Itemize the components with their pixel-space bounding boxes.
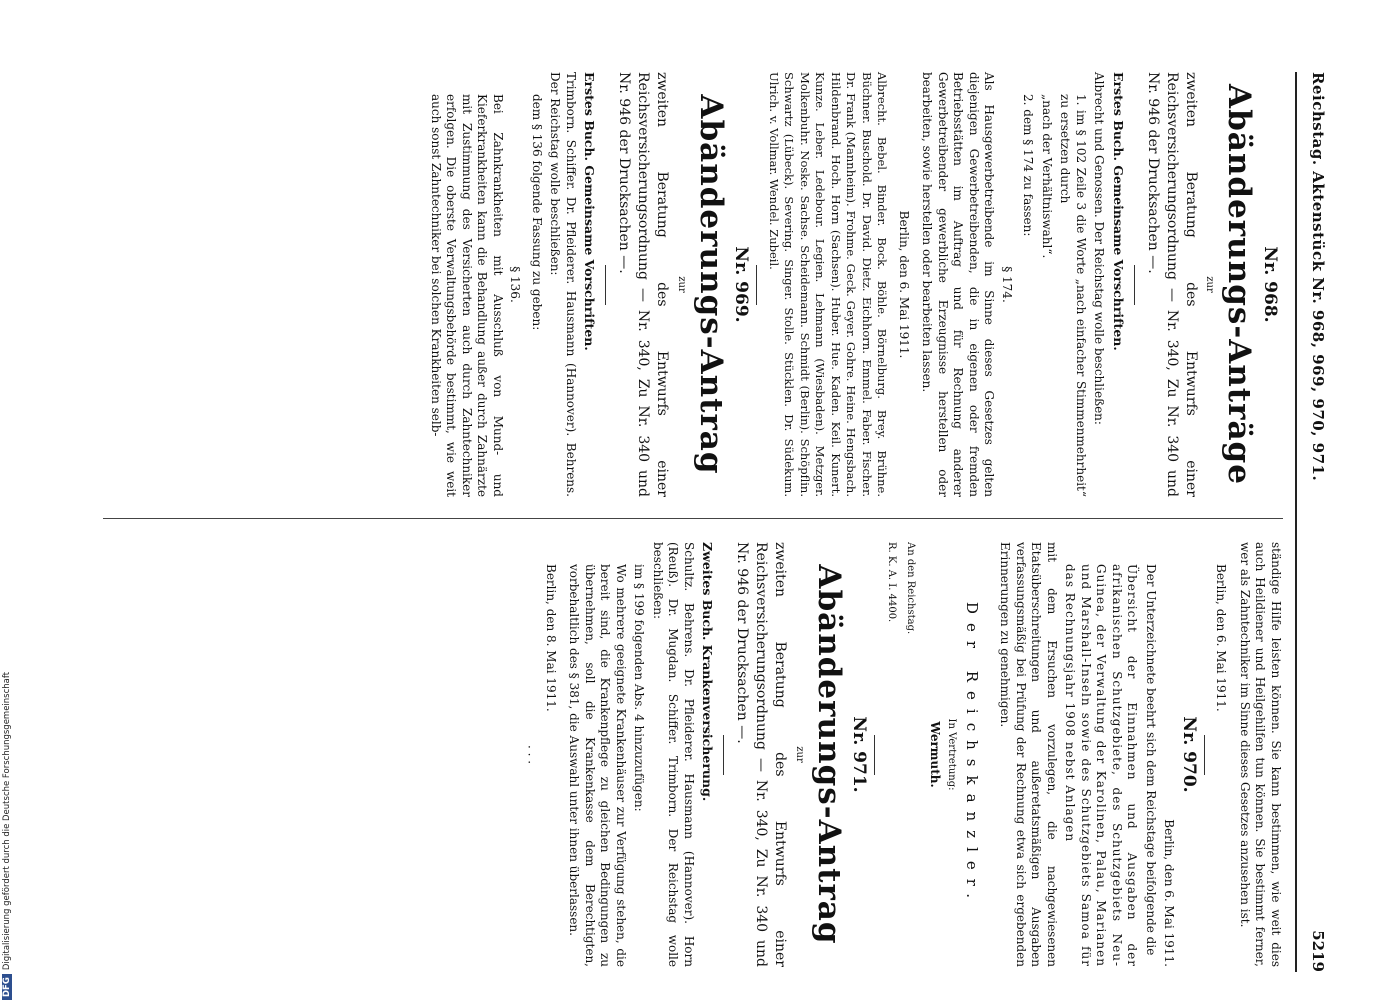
running-title: Reichstag. Aktenstück Nr. 968, 969, 970, 971. xyxy=(1309,72,1327,482)
reference-number: R. K. A. I. 4400. xyxy=(886,542,897,623)
motion-969 xyxy=(428,72,752,497)
motion-title: Abänderungs-Antrag xyxy=(693,94,729,475)
motion-subject: zweiten Beratung des Entwurfs einer Reichsversicherungsordnung — Nr. 340, Zu Nr. 340 und Nr. 946 der Drucksachen —. xyxy=(1145,72,1199,497)
zur-label: zur xyxy=(676,276,687,293)
section-heading: Erstes Buch. Gemeinsame Vorschriften. xyxy=(1111,72,1126,351)
document-title: Übersicht der Einnahmen und Ausgaben der afrikanischen Schutzgebiete, des Schutzgebiets Neu-Guinea, der Verwaltung der Karolinen, Palau, Marianen und Marshall-Inseln sowie des Schutzgebiets Samoa für das Rechnungsjahr 1908 nebst Anlagen xyxy=(1063,564,1140,967)
section-heading: Zweites Buch. Krankenversicherung. xyxy=(700,542,716,802)
body-text: mit dem Ersuchen vorzulegen, die nachgewiesenen Etatsüberschreitungen und außeretatsmäßigen Ausgaben verfassungsmäßig bei Prüfung der Rechnung etwa sich ergebenden Erinnerungen zu genehmigen. xyxy=(998,542,1059,967)
intro-text: Der Unterzeichnete beehrt sich dem Reichstage beifolgende die xyxy=(1144,564,1158,956)
paragraph-mark: § 174. xyxy=(1000,266,1014,303)
column-divider xyxy=(103,518,1283,519)
item-1-replacement: „nach der Verhältniswahl“. xyxy=(1040,94,1054,259)
date-line: Berlin, den 6. Mai 1911. xyxy=(897,210,911,359)
zur-label: zur xyxy=(794,746,805,763)
scanned-page xyxy=(81,72,1331,972)
movers: Schultz. Behrens. Dr. Pfleiderer. Hausmann (Hannover). Horn (Reuß). Dr. Mugdan. Schiffer. Trimborn. Der Reichstag wolle beschließen: xyxy=(651,542,696,967)
dfg-logo: DFG xyxy=(2,974,12,1000)
paragraph-mark: § 136. xyxy=(508,266,523,303)
motion-971 xyxy=(521,542,870,967)
rule xyxy=(1134,265,1135,305)
motion-969-continued xyxy=(1204,542,1283,967)
rule xyxy=(1204,735,1205,775)
document-970 xyxy=(875,542,1197,967)
document-number: Nr. 970. xyxy=(1179,716,1199,793)
date-line: Berlin, den 8. Mai 1911. xyxy=(544,564,558,712)
date-line: Berlin, den 6. Mai 1911. xyxy=(1214,564,1229,712)
movers: Albrecht und Genossen. Der Reichstag wolle beschließen: xyxy=(1092,72,1107,425)
rule xyxy=(724,735,725,775)
digitization-note: Digitalisierung gefördert durch die Deutsche Forschungsgemeinschaft xyxy=(2,671,12,971)
rule xyxy=(757,265,758,305)
date-line: Berlin, den 6. Mai 1911. xyxy=(1162,819,1177,967)
signatories: Albrecht. Bebel. Binder. Bock. Böhle. Börnelburg. Brey. Brühne. Büchner. Buschold. Dr. David. Dietz. Eichhorn. Emmel. Faber. Fischer. Dr. Frank (Mannheim). Frohme. Geck. Geyer. Gohre. Heine. Hengsbach. Hildenbrand. Hoch. Horn (Sachsen). Huber. Hue. Kaden. Keil. Kunert. Kunze. Leber. Ledebour. Legien. Lehmann (Wiesbaden). Metzger. Molkenbuhr. Noske. Sachse. Scheidemann. Schmidt (Berlin). Schöpflin. Schwartz (Lübeck). Severing. Singer. Stolle. Stücklen. Dr. Südekum. Ulrich. v. Vollmar. Wendel. Zubeil. xyxy=(767,72,890,497)
motion-subject: zweiten Beratung des Entwurfs einer Reichsversicherungsordnung — Nr. 340, Zu Nr. 340 und Nr. 946 der Drucksachen —. xyxy=(734,542,789,967)
movers: Trimborn. Schiffer. Dr. Pfleiderer. Hausmann (Hannover). Behrens. Der Reichstag wolle beschließen: xyxy=(548,72,578,497)
motion-title: Abänderungs-Anträge xyxy=(1221,84,1258,485)
motion-number: Nr. 968. xyxy=(1260,246,1280,323)
deputy-label: In Vertretung: xyxy=(946,718,958,791)
digitization-credit xyxy=(2,672,12,1000)
rule xyxy=(606,265,607,305)
signer-name: Wermuth. xyxy=(928,721,942,788)
motion-number: Nr. 969. xyxy=(731,246,752,323)
item-2: 2. dem § 174 zu fassen: xyxy=(1021,94,1036,237)
paragraph-text: Als Hausgewerbetreibende im Sinne dieses Gesetzes gelten diejenigen Gewerbetreibenden, die in eigenen oder fremden Betriebsstätten im Auftrag und für Rechnung anderer Gewerbetreibender gewerbliche Erzeugnisse herstellen oder bearbeiten, sowie herstellen oder bearbeiten lassen. xyxy=(920,72,997,497)
addressee: An den Reichstag. xyxy=(905,542,917,635)
continued-text: ständige Hilfe leisten können. Sie kann bestimmen, wie weit dies auch Heildiener und Heilgehilfen tun können. Sie bestimmt ferner, wer als Zahntechniker im Sinne dieses Gesetzes anzusehen ist. xyxy=(1238,542,1283,967)
page-number: 5219 xyxy=(1309,930,1327,972)
item: dem § 136 folgende Fassung zu geben: xyxy=(530,94,544,331)
left-column xyxy=(103,72,1283,497)
paragraph-text: Bei Zahnkrankheiten mit Ausschluß von Mund- und Kieferkrankheiten kann die Behandlung außer durch Zahnärzte mit Zustimmung des Versicherten auch durch Zahntechniker erfolgen. Die oberste Verwaltungsbehörde bestimmt, wie weit auch sonst Zahntechniker bei solchen Krankheiten selb- xyxy=(429,94,505,497)
section-heading: Erstes Buch. Gemeinsame Vorschriften. xyxy=(582,72,598,351)
item: im § 199 folgenden Abs. 4 hinzuzufügen: xyxy=(632,564,647,812)
motion-title: Abänderungs-Antrag xyxy=(811,564,847,945)
right-column xyxy=(103,542,1283,967)
rule xyxy=(875,735,876,775)
item-1: 1. im § 102 Zeile 3 die Worte „nach einfacher Stimmenmehrheit“ zu ersetzen durch xyxy=(1058,94,1088,497)
motion-subject: zweiten Beratung des Entwurfs einer Reichsversicherungsordnung — Nr. 340, Zu Nr. 340 und Nr. 946 der Drucksachen —. xyxy=(616,72,671,497)
rule: · · · xyxy=(522,744,537,765)
chancellor-line: Der Reichskanzler. xyxy=(963,601,981,908)
paragraph-text: Wo mehrere geeignete Krankenhäuser zur Verfügung stehen, die bereit sind, die Krankenpflege zu gleichen Bedingungen zu übernehmen, soll die Krankenkasse dem Berechtigten, vorbehaltlich des § 381, die Auswahl unter ihnen überlassen. xyxy=(567,564,628,967)
page-header xyxy=(1295,72,1331,972)
motion-968 xyxy=(757,72,1278,497)
zur-label: zur xyxy=(1204,276,1216,293)
motion-number: Nr. 971. xyxy=(849,716,870,793)
